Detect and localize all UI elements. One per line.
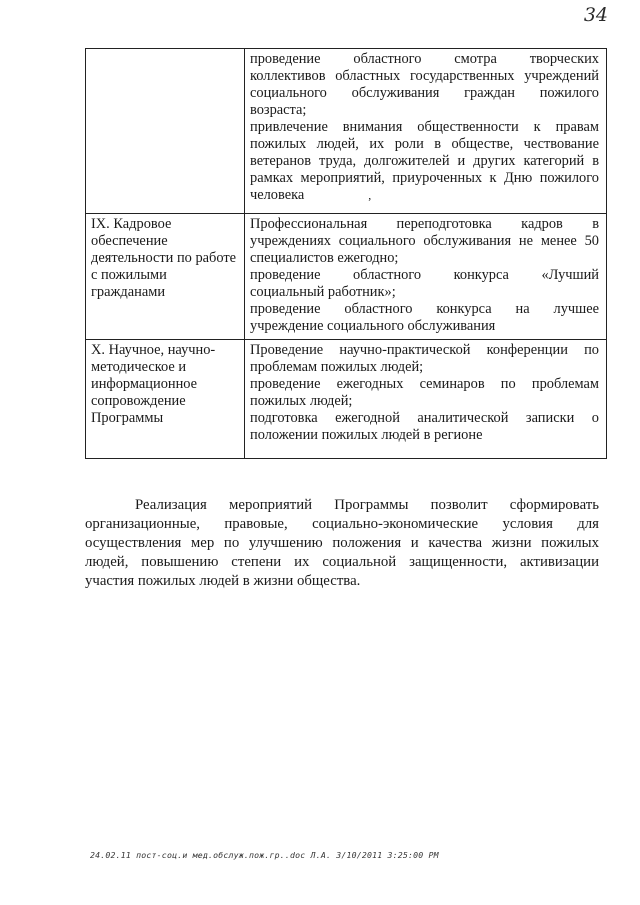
page-number: 34 <box>583 4 608 26</box>
measure-line: проведение областного смотра творческих <box>250 51 599 67</box>
measure-line: проведение областного конкурса на лучшее <box>250 301 599 317</box>
measure-line: Профессиональная переподготовка кадров в <box>250 216 599 232</box>
summary-line: людей, повышению степени их социальной защищенности, активизации <box>85 554 599 570</box>
table-row <box>86 214 607 340</box>
measure-line-last <box>250 187 599 204</box>
summary-paragraph <box>85 496 599 591</box>
measures-cell <box>245 340 607 459</box>
measure-line: положении пожилых людей в регионе <box>250 427 483 443</box>
measure-line: рамках мероприятий, приуроченных к Дню пожилого <box>250 170 599 186</box>
measure-line: проблемам пожилых людей; <box>250 359 424 375</box>
document-footer: 24.02.11 пост-соц.и мед.обслуж.пож.гр..doc Л.А. 3/10/2011 3:25:00 PM <box>90 850 439 860</box>
measures-cell <box>245 214 607 340</box>
measure-line: ветеранов труда, долгожителей и других категорий в <box>250 153 599 169</box>
measure-line: возраста; <box>250 102 307 118</box>
measure-line: социального обслуживания граждан пожилого <box>250 85 599 101</box>
section-cell <box>86 49 245 214</box>
measure-text: человека <box>250 187 305 203</box>
summary-line: осуществления мер по улучшению положения и качества жизни пожилых <box>85 535 599 551</box>
measure-line: коллективов областных государственных учреждений <box>250 68 599 84</box>
measure-line: учреждение социального обслуживания <box>250 318 496 334</box>
summary-line: участия пожилых людей в жизни общества. <box>85 573 361 589</box>
measure-line: пожилых людей; <box>250 393 353 409</box>
measure-line: проведение областного конкурса «Лучший <box>250 267 599 283</box>
section-cell: X. Научное, научно-методическое и информационное сопровождение Программы <box>86 340 245 459</box>
stray-mark: , <box>368 188 372 202</box>
measure-line: специалистов ежегодно; <box>250 250 399 266</box>
measure-line: подготовка ежегодной аналитической записки о <box>250 410 599 426</box>
table-row <box>86 49 607 214</box>
measure-line: привлечение внимания общественности к правам <box>250 119 599 135</box>
measure-line: пожилых людей, их роли в обществе, чествование <box>250 136 599 152</box>
measure-line: Проведение научно-практической конференции по <box>250 342 599 358</box>
measure-line: проведение ежегодных семинаров по проблемам <box>250 376 599 392</box>
section-cell: IX. Кадровое обеспечение деятельности по работе с пожилыми гражданами <box>86 214 245 340</box>
program-measures-table <box>85 48 607 459</box>
measures-cell <box>245 49 607 214</box>
table-row <box>86 340 607 459</box>
summary-line: Реализация мероприятий Программы позволит сформировать <box>135 497 599 513</box>
measure-line: социальный работник»; <box>250 284 396 300</box>
measure-line: учреждениях социального обслуживания не менее 50 <box>250 233 599 249</box>
summary-line: организационные, правовые, социально-экономические условия для <box>85 516 599 532</box>
